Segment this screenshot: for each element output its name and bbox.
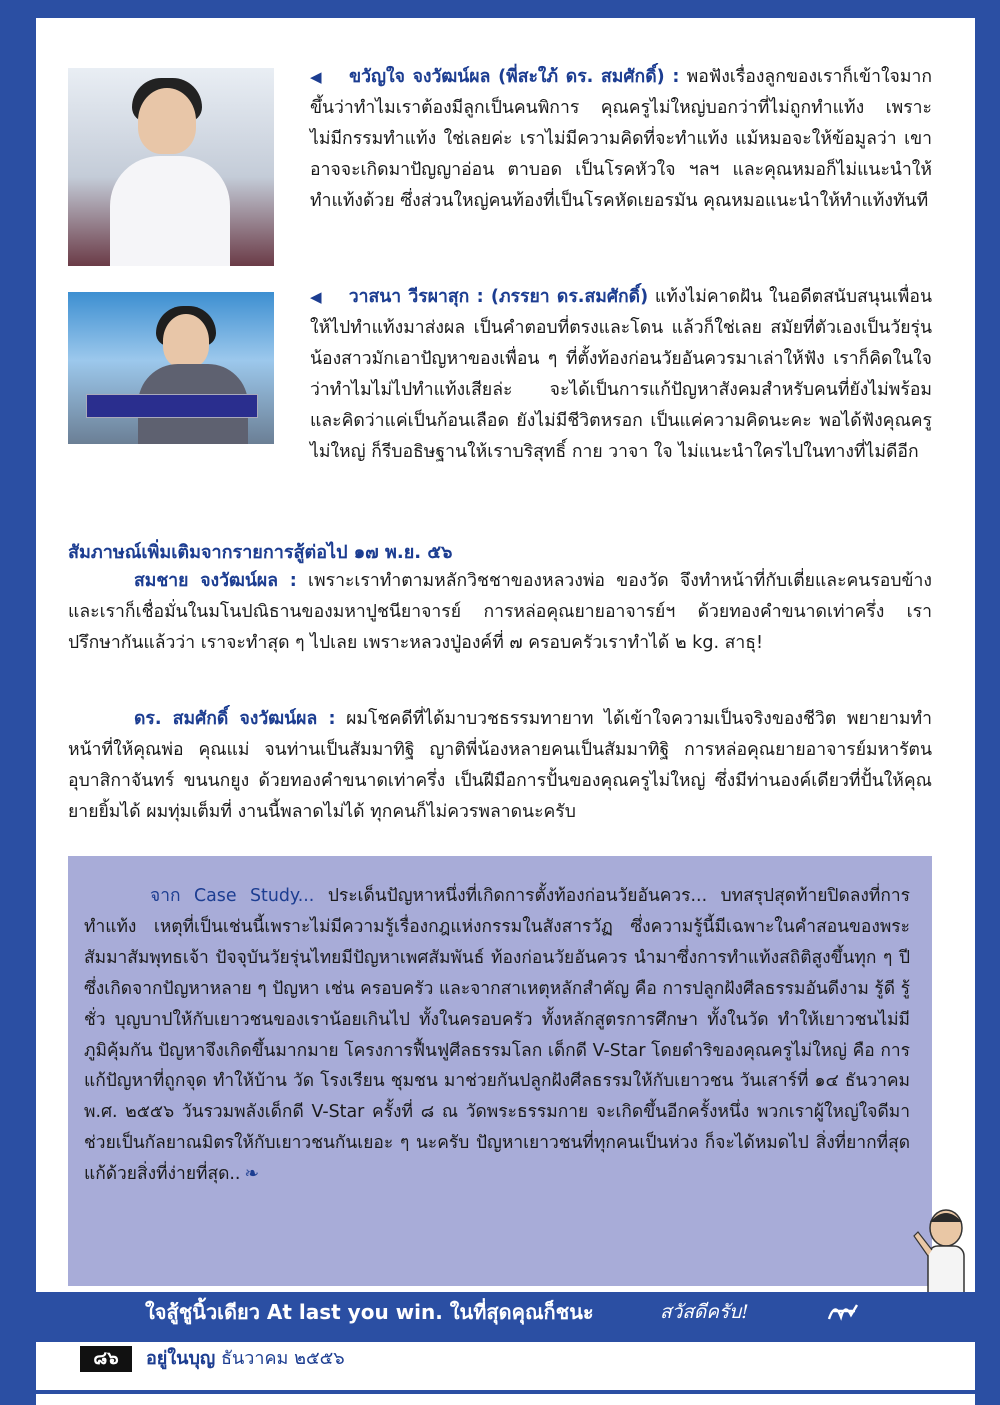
- case-study-text: [84, 881, 910, 1190]
- extra-paragraph-2: [68, 704, 932, 828]
- footer-rule: [36, 1390, 975, 1394]
- interview-text: พอฟังเรื่องลูกของเราก็เข้าใจมากขึ้นว่าทำไมเราต้องมีลูกเป็นคนพิการ คุณครูไม่ใหญ่บอกว่าที่ไม่ถูกทำแท้ง เพราะไม่มีกรรมทำแท้ง ใช่เลยค่ะ เราไม่มีความคิดที่จะทำแท้ง แม้หมอจะให้ข้อมูลว่า เขาอาจจะเกิดมาปัญญาอ่อน ตาบอด เป็นโรคหัวใจ ฯลฯ และคุณหมอก็ไม่แนะนำให้ทำแท้งด้วย ซึ่งส่วนใหญ่คนท้องที่เป็นโรคหัดเยอรมัน คุณหมอแนะนำให้ทำแท้งทันที: [310, 67, 932, 211]
- signature-icon: [825, 1297, 865, 1327]
- interview-paragraph-1: [310, 62, 932, 217]
- magazine-issue: ธันวาคม ๒๕๕๖: [220, 1348, 345, 1369]
- bullet-arrow-icon: ◀: [310, 68, 324, 86]
- page-frame-right: [975, 0, 1000, 1405]
- page-frame-left: [0, 0, 36, 1405]
- interview-text: แท้งไม่คาดฝัน ในอดีตสนับสนุนเพื่อนให้ไปทำแท้งมาส่งผล เป็นคำตอบที่ตรงและโดน แล้วก็ใช่เลย สมัยที่ตัวเองเป็นวัยรุ่น น้องสาวมักเอาปัญหาของเพื่อน ๆ ที่ตั้งท้องก่อนวัยอันควรมาเล่าให้ฟัง เราก็คิดในใจว่าทำไมไม่ไปทำแท้งเสียล่ะ จะได้เป็นการแก้ปัญหาสังคมสำหรับคนที่ยังไม่พร้อม และคิดว่าแค่เป็นก้อนเลือด ยังไม่มีชีวิตหรอก เป็นแค่ความคิดนะคะ พอได้ฟังคุณครูไม่ใหญ่ ก็รีบอธิษฐานให้เราบริสุทธิ์ กาย วาจา ใจ ไม่แนะนำใครไปในทางที่ไม่ดีอีก: [310, 287, 932, 462]
- interview-text: ผมโชคดีที่ได้มาบวชธรรมทายาท ได้เข้าใจความเป็นจริงของชีวิต พยายามทำหน้าที่ให้คุณพ่อ คุณแม่ จนท่านเป็นสัมมาทิฐิ ญาติพี่น้องหลายคนเป็นสัมมาทิฐิ การหล่อคุณยายอาจารย์มหารัตนอุบาสิกาจันทร์ ขนนกยูง ด้วยทองคำขนาดเท่าครึ่ง เป็นฝีมือการปั้นของคุณครูไม่ใหญ่ ซึ่งมีท่านองค์เดียวที่ปั้นให้คุณยายยิ้มได้ ผมทุ่มเต็มที่ งานนี้พลาดไม่ได้ ทุกคนก็ไม่ควรพลาดนะครับ: [68, 709, 932, 822]
- slogan-text: ใจสู้ชูนิ้วเดียว At last you win. ในที่สุดคุณก็ชนะ: [145, 1300, 594, 1324]
- extra-paragraph-1: [68, 566, 932, 659]
- speaker-name: ดร. สมศักดิ์ จงวัฒน์ผล :: [134, 709, 336, 729]
- speaker-name: ขวัญใจ จงวัฒน์ผล (พี่สะใภ้ ดร. สมศักดิ์) :: [349, 67, 680, 87]
- interview-photo-khwanjai: [68, 68, 274, 266]
- tv-caption-bar: [86, 394, 258, 418]
- speaker-name: สมชาย จงวัฒน์ผล :: [134, 571, 297, 591]
- magazine-credit: [146, 1346, 345, 1372]
- page-number: ๘๖: [80, 1346, 132, 1372]
- case-study-body: ประเด็นปัญหาหนึ่งที่เกิดการตั้งท้องก่อนวัยอันควร... บทสรุปสุดท้ายปิดลงที่การทำแท้ง เหตุที่เป็นเช่นนี้เพราะไม่มีความรู้เรื่องกฎแห่งกรรมในสังสารวัฏ ซึ่งความรู้นี้มีเฉพาะในคำสอนของพระสัมมาสัมพุทธเจ้า ปัจจุบันวัยรุ่นไทยมีปัญหาเพศสัมพันธ์ ท้องก่อนวัยอันควร นำมาซึ่งการทำแท้งสถิติสูงขึ้นทุก ๆ ปี ซึ่งเกิดจากปัญหาหลาย ๆ ปัญหา เช่น ครอบครัว และจากสาเหตุหลักสำคัญ คือ การปลูกฝังศีลธรรมอันดีงาม รู้ดี รู้ชั่ว บุญบาปให้กับเยาวชนของเราน้อยเกินไป ทั้งในครอบครัว ทั้งหลักสูตรการศึกษา ทั้งในวัด ทำให้เยาวชนไม่มีภูมิคุ้มกัน ปัญหาจึงเกิดขึ้นมากมาย โครงการฟื้นฟูศีลธรรมโลก เด็กดี V-Star โดยดำริของคุณครูไม่ใหญ่ คือ การแก้ปัญหาที่ถูกจุด ทำให้บ้าน วัด โรงเรียน ชุมชน มาช่วยกันปลูกฝังศีลธรรมให้กับเยาวชน วันเสาร์ที่ ๑๔ ธันวาคม พ.ศ. ๒๕๕๖ วันรวมพลังเด็กดี V-Star ครั้งที่ ๘ ณ วัดพระธรรมกาย จะเกิดขึ้นอีกครั้งหนึ่ง พวกเราผู้ใหญ่ใจดีมาช่วยเป็นกัลยาณมิตรให้กับเยาวชนกันเยอะ ๆ นะครับ ปัญหาเยาวชนที่ทุกคนเป็นห่วง ก็จะได้หมดไป สิ่งที่ยากที่สุด แก้ด้วยสิ่งที่ง่ายที่สุด..: [84, 886, 910, 1185]
- interview-paragraph-2: [310, 282, 932, 468]
- photo-body: [110, 156, 230, 266]
- bullet-arrow-icon: ◀: [310, 288, 323, 306]
- interview-text: เพราะเราทำตามหลักวิชชาของหลวงพ่อ ของวัด จึงทำหน้าที่กับเตี่ยและคนรอบข้าง และเราก็เชื่อมั่นในมโนปณิธานของมหาปูชนียาจารย์ การหล่อคุณยายอาจารย์ฯ ด้วยทองคำขนาดเท่าครึ่ง เราปรึกษากันแล้วว่า เราจะทำสุด ๆ ไปเลย เพราะหลวงปู่องค์ที่ ๗ ครอบครัวเราทำได้ ๒ kg. สาธุ!: [68, 571, 933, 653]
- leaf-icon: ❧: [244, 1164, 260, 1185]
- case-study-lead: จาก Case Study...: [150, 886, 315, 906]
- magazine-name: อยู่ในบุญ: [146, 1348, 216, 1369]
- speaker-name: วาสนา วีรผาสุก : (ภรรยา ดร.สมศักดิ์): [348, 287, 649, 307]
- photo-face: [163, 314, 209, 368]
- interview-photo-wasana: [68, 292, 274, 444]
- greeting-signature: สวัสดีครับ!: [660, 1301, 749, 1323]
- section-heading: สัมภาษณ์เพิ่มเติมจากรายการสู้ต่อไป ๑๗ พ.ย. ๕๖: [68, 542, 453, 563]
- photo-face: [138, 88, 196, 154]
